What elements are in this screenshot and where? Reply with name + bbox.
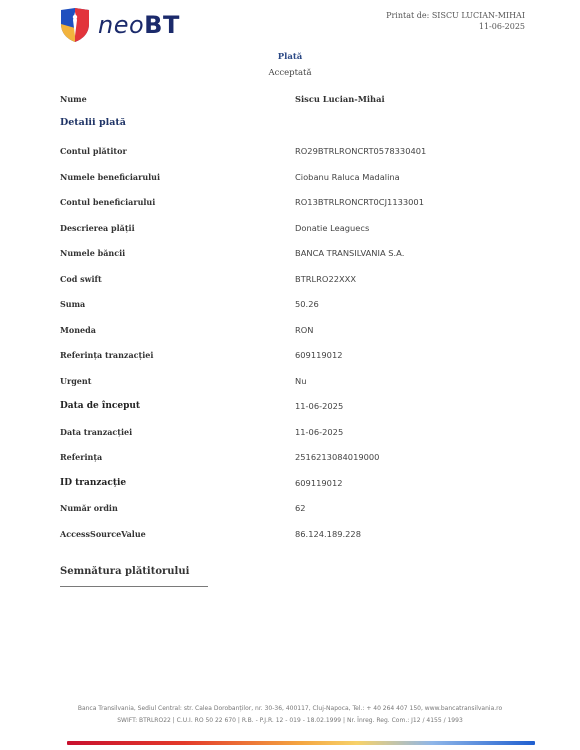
detail-row — [60, 376, 530, 390]
detail-value: 86.124.189.228 — [295, 528, 361, 539]
detail-label: Contul plătitor — [60, 146, 127, 156]
detail-row — [60, 299, 530, 313]
brand-color-bar — [67, 741, 535, 745]
detail-value: 11-06-2025 — [295, 426, 344, 437]
name-label: Nume — [60, 94, 87, 104]
shield-logo-icon — [58, 6, 92, 44]
detail-value: 11-06-2025 — [295, 401, 344, 411]
detail-row — [60, 146, 530, 160]
document-status: Acceptată — [268, 68, 312, 78]
detail-label: Descrierea plății — [60, 222, 135, 233]
name-row — [60, 94, 530, 108]
detail-value: RO29BTRLRONCRT0578330401 — [295, 146, 427, 156]
brand-wordmark — [98, 11, 180, 39]
printed-date: 11-06-2025 — [478, 22, 525, 31]
footer-address: Banca Transilvania, Sediul Central: str. Calea Dorobanților, nr. 30-36, 400117, Cluj-Napoca, Tel.: + 40 264 407 150, www.bancatransilvania.ro — [77, 705, 503, 712]
detail-row — [60, 197, 530, 211]
detail-label: Contul beneficiarului — [60, 197, 156, 207]
signature-line — [60, 586, 208, 587]
detail-label: Număr ordin — [60, 503, 118, 513]
detail-label: Data tranzacției — [60, 426, 133, 437]
detail-value: 62 — [295, 503, 306, 513]
printed-by: Printat de: SISCU LUCIAN-MIHAI — [386, 11, 525, 20]
detail-value: 609119012 — [295, 477, 343, 488]
detail-value: BANCA TRANSILVANIA S.A. — [295, 248, 405, 258]
detail-row — [60, 223, 530, 237]
detail-value: RON — [295, 324, 314, 335]
detail-row — [60, 427, 530, 441]
detail-label: Moneda — [60, 324, 96, 335]
detail-value: Nu — [295, 375, 307, 386]
name-value: Siscu Lucian-Mihai — [295, 94, 385, 104]
detail-label: Referința tranzacției — [60, 350, 154, 360]
detail-value: 2516213084019000 — [295, 452, 380, 462]
detail-value: Donatie Leaguecs — [295, 222, 370, 233]
detail-label: Cod swift — [60, 273, 102, 284]
detail-label: Referința — [60, 452, 103, 462]
detail-label: Data de început — [60, 401, 141, 411]
detail-row — [60, 274, 530, 288]
detail-row — [60, 452, 530, 466]
detail-label: ID tranzacție — [60, 477, 127, 488]
detail-row — [60, 248, 530, 262]
detail-label: Urgent — [60, 375, 92, 386]
brand-name-bold: BT — [144, 11, 180, 39]
detail-value: Ciobanu Raluca Madalina — [295, 171, 400, 182]
detail-label: Suma — [60, 299, 86, 309]
detail-row — [60, 350, 530, 364]
detail-value: BTRLRO22XXX — [295, 273, 357, 284]
detail-row — [60, 325, 530, 339]
detail-row — [60, 401, 530, 415]
detail-row — [60, 478, 530, 492]
signature-label: Semnătura plătitorului — [60, 566, 190, 577]
detail-label: Numele băncii — [60, 248, 126, 258]
detail-row — [60, 529, 530, 543]
detail-row — [60, 172, 530, 186]
detail-label: AccessSourceValue — [60, 528, 146, 539]
bank-logo — [58, 6, 180, 44]
footer-registration: SWIFT: BTRLRO22 | C.U.I. RO 50 22 670 | R.B. - P.J.R. 12 - 019 - 18.02.1999 | Nr. Înreg. Reg. Com.: J12 / 4155 / 1993 — [117, 717, 463, 724]
detail-label: Numele beneficiarului — [60, 171, 161, 182]
details-section-title: Detalii plată — [60, 117, 126, 128]
document-title: Plată — [277, 52, 303, 62]
detail-value: 609119012 — [295, 350, 343, 360]
detail-value: 50.26 — [295, 299, 319, 309]
brand-name-italic: neo — [98, 11, 145, 39]
printed-info — [386, 10, 525, 32]
detail-value: RO13BTRLRONCRT0CJ1133001 — [295, 197, 424, 207]
detail-row — [60, 503, 530, 517]
